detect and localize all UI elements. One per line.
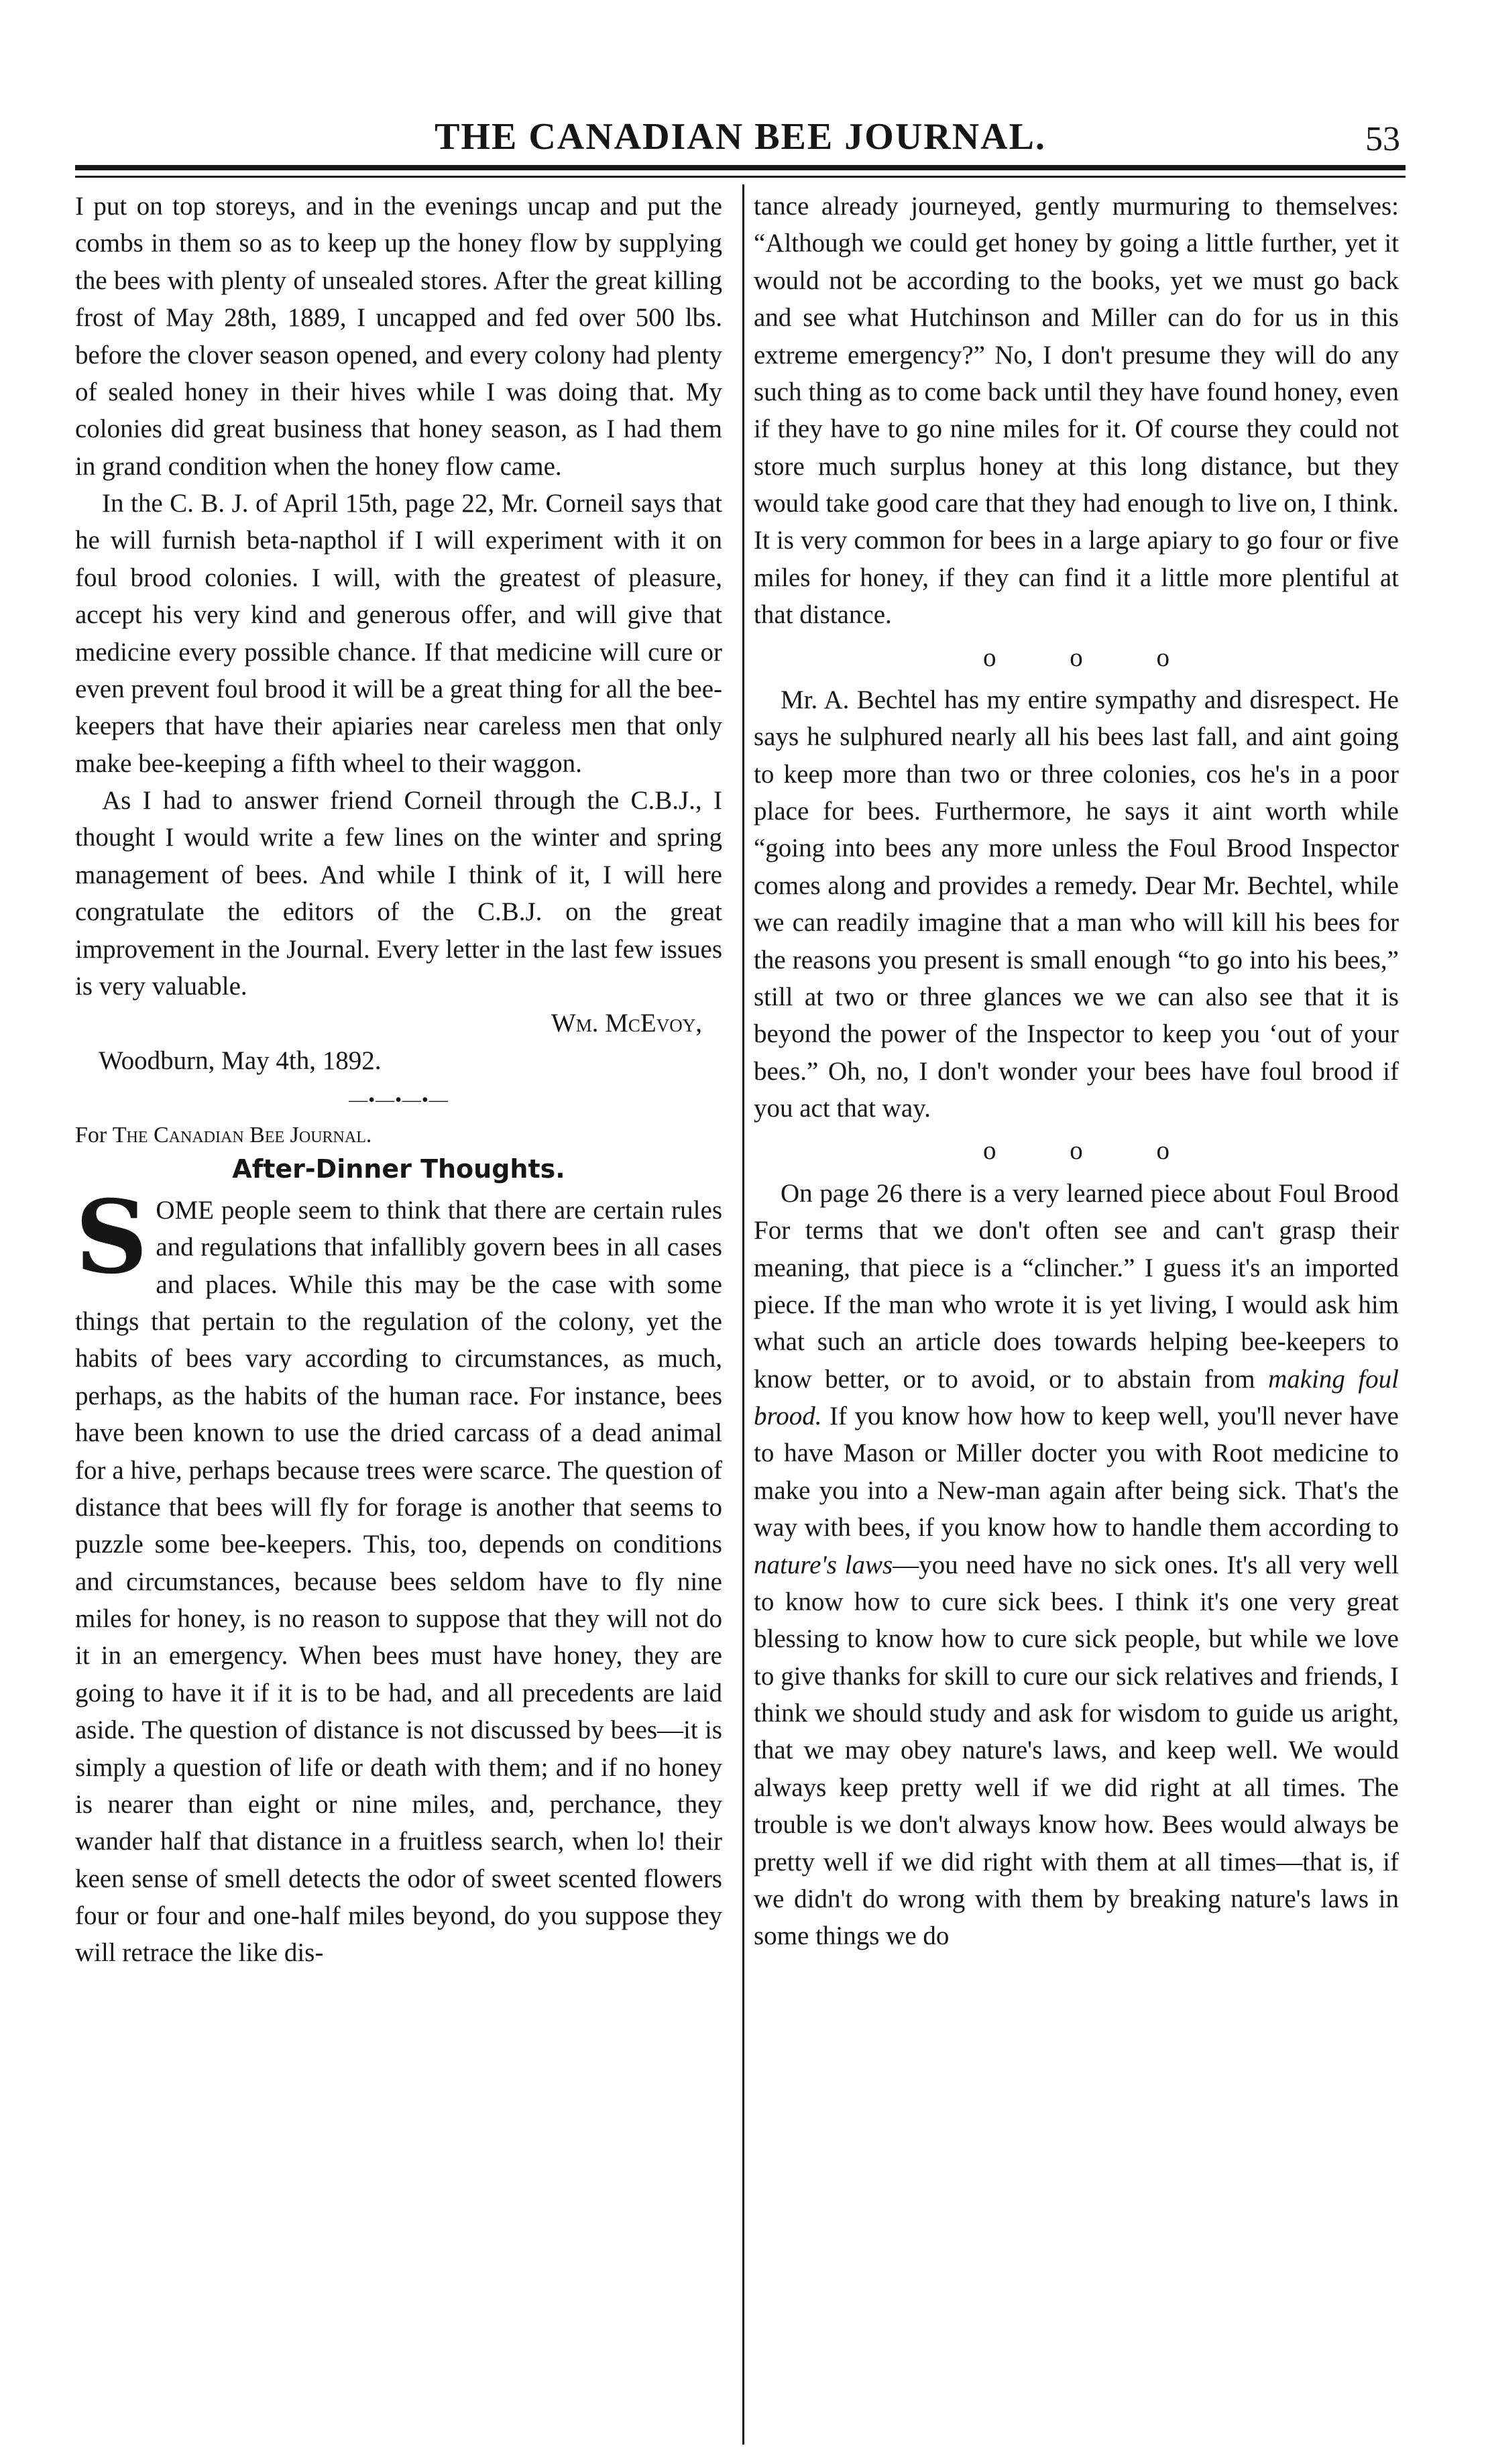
right-paragraph-2: Mr. A. Bechtel has my entire sympathy and disrespect. He says he sulphured nearly all his bees last fall, and aint going to keep more than two or three colonies, cos he's in a poor place for bees. Furthermore, he says it aint worth while “going into bees any more unless the Foul Brood Inspector comes along and provides a remedy. Dear Mr. Bechtel, while we can readily imagine that a man who will kill his bees for the reasons you present is small enough “to go into his bees,” still at two or three glances we we can also see that it is beyond the power of the Inspector to keep you ‘out of your bees.” Oh, no, I don't wonder your bees have foul brood if you act that way. bbox=[754, 685, 1399, 1123]
left-paragraph-2: In the C. B. J. of April 15th, page 22, Mr. Corneil says that he will furnish beta-napthol if I will experiment with it on foul brood colonies. I will, with the greatest of pleasure, accept his very kind and generous offer, and will give that medicine every possible chance. If that medicine will cure or even prevent foul brood it will be a great thing for all the bee-keepers that have their apiaries near careless men that only make bee-keeping a fifth wheel to their waggon. bbox=[75, 489, 722, 778]
header-rule-thin bbox=[75, 176, 1406, 178]
header-rule-thick bbox=[75, 165, 1406, 170]
page-number: 53 bbox=[1365, 120, 1400, 158]
right-column bbox=[754, 188, 1399, 1955]
article-paragraph-1 bbox=[75, 1178, 722, 1972]
for-source: The Canadian Bee Journal. bbox=[112, 1122, 372, 1147]
author-signature: Wm. McEvoy, bbox=[551, 1009, 702, 1038]
place-date: Woodburn, May 4th, 1892. bbox=[99, 1046, 382, 1075]
right-paragraph-3 bbox=[754, 1175, 1399, 1955]
page-header bbox=[75, 115, 1406, 169]
section-separator-1: o o o bbox=[983, 642, 1203, 672]
for-source-line bbox=[75, 1119, 722, 1152]
left-paragraph-3: As I had to answer friend Corneil through the C.B.J., I thought I would write a few lines on the winter and spring management of bees. And while I think of it, I will here congratulate the editors of the C.B.J. on the great improvement in the Journal. Every letter in the last few issues is very valuable. bbox=[75, 786, 723, 1001]
left-paragraph-1: I put on top storeys, and in the evenings uncap and put the combs in them so as to keep up the honey flow by supplying the bees with plenty of unsealed stores. After the great killing frost of May 28th, 1889, I uncapped and fed over 500 lbs. before the clover season opened, and every colony had plenty of sealed honey in their hives while I was doing that. My colonies did great business that honey season, as I had them in grand condition when the honey flow came. bbox=[75, 192, 722, 481]
for-prefix: For bbox=[75, 1122, 107, 1147]
right-paragraph-3-part-b: If you know how how to keep well, you'll never have to have Mason or Miller docter you with Root medicine to make you into a New-man again after being sick. That's the way with bees, if you know how to handle them according to bbox=[754, 1402, 1399, 1543]
right-paragraph-3-part-c: —you need have no sick ones. It's all very well to know how to cure sick bees. I think it's one very great blessing to know how to cure sick people, but while we love to give thanks for skill to cure our sick relatives and friends, I think we should study and ask for wisdom to guide us aright, that we may obey nature's laws, and keep well. We would always keep pretty well if we did right at all times. The trouble is we don't always know how. Bees would always be pretty well if we did right with them at all times—that is, if we didn't do wrong with them by breaking nature's laws in some things we do bbox=[754, 1550, 1399, 1951]
left-column bbox=[75, 188, 722, 1972]
journal-title: THE CANADIAN BEE JOURNAL. bbox=[435, 116, 1046, 158]
emphasis-natures-laws: nature's laws bbox=[754, 1550, 893, 1579]
emphasis-making-foul-brood: making foul brood. bbox=[754, 1364, 1399, 1431]
section-separator-2: o o o bbox=[983, 1136, 1203, 1166]
article-paragraph-1-text: people seem to think that there are certain rules and regulations that infallibly govern bees in all cases and places. While this may be the case with some things that pertain to the regulation of the colony, yet the habits of bees vary according to circumstances, as much, perhaps, as the habits of the human race. For instance, bees have been known to use the dried carcass of a dead animal for a hive, perhaps because trees were scarce. The question of distance that bees will fly for forage is another that seems to puzzle some bee-keepers. This, too, depends on conditions and circumstances, because bees seldom have to fly nine miles for honey, is no reason to suppose that they will not do it in an emergency. When bees must have honey, they are going to have it if it is to be had, and all precedents are laid aside. The question of distance is not discussed by bees—it is simply a question of life or death with them; and if no honey is nearer than eight or nine miles, and, perchance, they wander half that distance in a fruitless search, when lo! their keen sense of smell detects the odor of sweet scented flowers four or four and one-half miles beyond, do you suppose they will retrace the like dis- bbox=[75, 1195, 722, 1968]
ornament-divider: —•—•—•— bbox=[349, 1090, 449, 1111]
dropcap-letter: S bbox=[75, 1178, 148, 1296]
dropcap-rest: OME bbox=[156, 1195, 214, 1225]
article-title: After-Dinner Thoughts. bbox=[232, 1154, 565, 1184]
right-paragraph-1: tance already journeyed, gently murmuring to themselves: “Although we could get honey by going a little further, yet it would not be according to the books, yet we must go back and see what Hutchinson and Miller can do for us in this extreme emergency?” No, I don't presume they will do any such thing as to come back until they have found honey, even if they have to go nine miles for it. Of course they could not store much surplus honey at this long distance, but they would take good care that they had enough to live on, I think. It is very common for bees in a large apiary to go four or five miles for honey, if they can find it a little more plentiful at that distance. bbox=[754, 192, 1399, 630]
column-divider bbox=[742, 184, 744, 2445]
right-paragraph-3-part-a: On page 26 there is a very learned piece about Foul Brood For terms that we don't often see and can't grasp their meaning, that piece is a “clincher.” I guess it's an imported piece. If the man who wrote it is yet living, I would ask him what such an article does towards helping bee-keepers to know better, or to avoid, or to abstain from bbox=[754, 1178, 1399, 1394]
